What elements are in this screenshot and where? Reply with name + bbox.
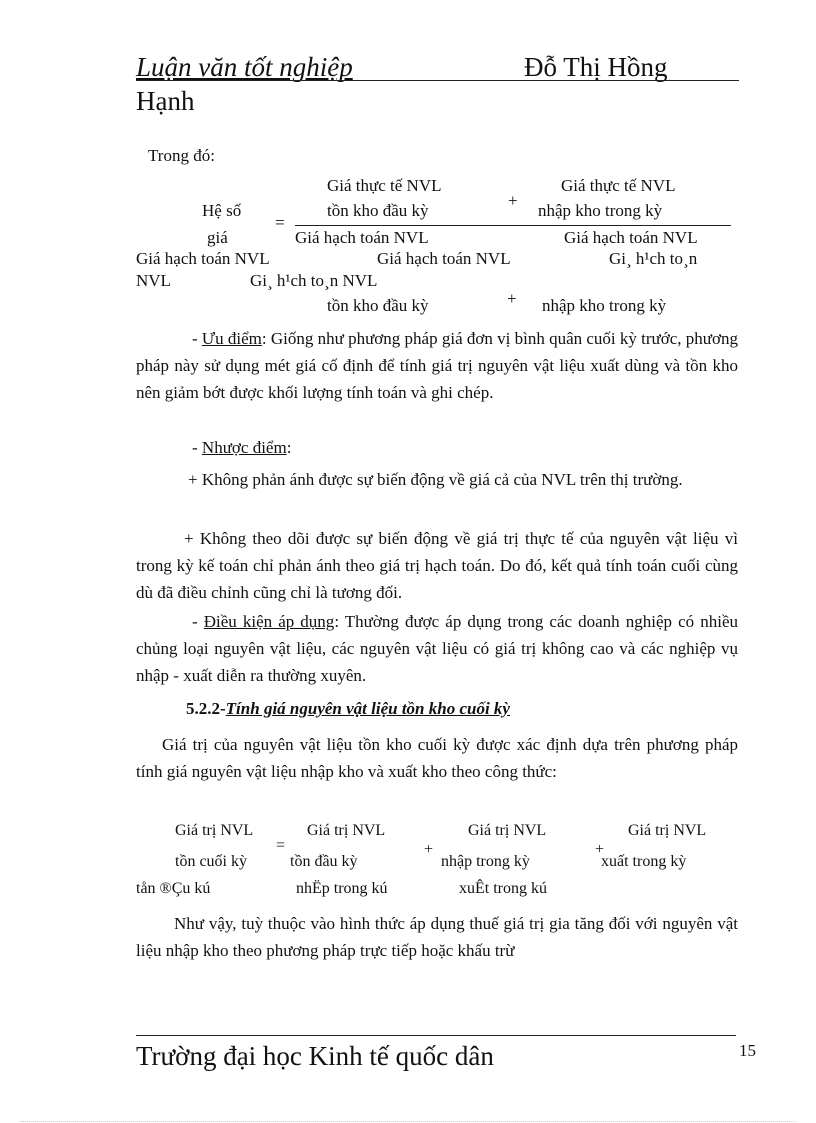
- page-number: 15: [739, 1041, 756, 1060]
- formula2-term-3-bottom: nhập trong kỳ: [441, 853, 530, 870]
- numerator-a-line2: tồn kho đầu kỳ: [327, 201, 429, 220]
- plus-sign: +: [508, 191, 518, 210]
- author-name-continued: Hạnh: [136, 86, 195, 116]
- disadvantages-heading: - Nhược điểm:: [192, 438, 292, 457]
- section-title: Tính giá nguyên vật liệu tồn kho cuối kỳ: [225, 699, 510, 718]
- formula2-term-2-bottom: tồn đầu kỳ: [290, 853, 358, 870]
- closing-paragraph: Như vậy, tuỳ thuộc vào hình thức áp dụng thuế giá trị gia tăng đối với nguyên vật liệu nhập kho theo phương pháp trực tiếp hoặc khấu trừ: [136, 914, 738, 960]
- conditions-text: : Thường được áp dụng trong các doanh nghiệp có nhiều chủng loại nguyên vật liệu, các nguyên vật liệu có giá trị không cao và các nghiệp vụ nhập - xuất diễn ra thường xuyên.: [136, 612, 738, 685]
- formula2-term-1-bottom: tồn cuối kỳ: [175, 853, 247, 870]
- numerator-a-line1: Giá thực tế NVL: [327, 176, 442, 195]
- author-name: Đỗ Thị Hồng: [524, 52, 668, 82]
- formula2-residue-2: nhËp trong kú: [296, 880, 388, 897]
- fraction-bar: [295, 225, 731, 226]
- formula2-term-2-top: Giá trị NVL: [307, 822, 386, 839]
- denominator-b: Giá hạch toán NVL: [564, 228, 698, 247]
- formula2-term-3-top: Giá trị NVL: [468, 822, 547, 839]
- disadvantage-point-2: + Không theo dõi được sự biến động về giá trị thực tế của nguyên vật liệu vì trong kỳ kế toán chỉ phản ánh theo giá trị hạch toán. Do đó, kết quả tính toán cuối cùng dù đã điều chỉnh cũng chỉ là tương đối.: [136, 529, 738, 602]
- disadvantage-point-1: + Không phản ánh được sự biến động về giá cả của NVL trên thị trường.: [188, 470, 683, 489]
- coefficient-label: Hệ số: [202, 201, 242, 220]
- formula-residue-3: Gi¸ h¹ch to¸n: [609, 249, 698, 268]
- formula2-term-4-bottom: xuất trong kỳ: [601, 853, 687, 870]
- disadvantages-label: Nhược điểm: [201, 438, 287, 457]
- coefficient-label-2: giá: [207, 228, 228, 247]
- formula2-term-4-top: Giá trị NVL: [628, 822, 707, 839]
- section-heading: [186, 699, 510, 719]
- formula-intro: Trong đó:: [148, 146, 215, 165]
- formula-residue-5: Gi¸ h¹ch to¸n NVL: [250, 271, 378, 290]
- formula2-plus-1: +: [424, 841, 434, 858]
- conditions-paragraph: - Điều kiện áp dụng: Thường được áp dụng trong các doanh nghiệp có nhiều chủng loại nguyên vật liệu, các nguyên vật liệu có giá trị không cao và các nghiệp vụ nhập - xuất diễn ra thường xuyên.: [136, 612, 738, 685]
- footer-university: Trường đại học Kinh tế quốc dân: [136, 1041, 494, 1071]
- formula2-residue-3: xuÊt trong kú: [459, 880, 547, 897]
- formula2-equals: =: [276, 837, 286, 854]
- numerator-b-line1: Giá thực tế NVL: [561, 176, 676, 195]
- formula-residue-1: Giá hạch toán NVL: [136, 249, 270, 268]
- formula-residue-2: Giá hạch toán NVL: [377, 249, 511, 268]
- formula2-plus-2: +: [595, 841, 605, 858]
- formula2-residue-1: tån ®Çu kú: [136, 880, 211, 897]
- advantages-paragraph: - Ưu điểm: Giống như phương pháp giá đơn vị bình quân cuối kỳ trước, phương pháp này sử dụng mét giá cố định để tính giá trị nguyên vật liệu xuất dùng và tồn kho nên giảm bớt được khối lượng tính toán và ghi chép.: [136, 329, 738, 402]
- denominator-a: Giá hạch toán NVL: [295, 228, 429, 247]
- advantages-text: : Giống như phương pháp giá đơn vị bình quân cuối kỳ trước, phương pháp này sử dụng mét giá cố định để tính giá trị nguyên vật liệu xuất dùng và tồn kho nên giảm bớt được khối lượng tính toán và ghi chép.: [136, 329, 738, 402]
- footer-rule: [136, 1035, 736, 1036]
- formula-residue-4: NVL: [136, 271, 171, 290]
- equals-sign: =: [275, 213, 285, 232]
- advantages-label: Ưu điểm: [201, 329, 262, 348]
- section-number: 5.2.2-: [186, 699, 226, 718]
- page-edge-divider: [20, 1121, 796, 1122]
- formula-bottom-plus: +: [507, 289, 517, 308]
- conditions-label: Điều kiện áp dụng: [203, 612, 335, 631]
- numerator-b-line2: nhập kho trong kỳ: [538, 201, 663, 220]
- intro-paragraph: Giá trị của nguyên vật liệu tồn kho cuối kỳ được xác định dựa trên phương pháp tính giá nguyên vật liệu nhập kho và xuất kho theo công thức:: [136, 735, 738, 781]
- header-rule: [136, 80, 739, 81]
- formula-bottom-a: tồn kho đầu kỳ: [327, 296, 429, 315]
- formula-bottom-b: nhập kho trong kỳ: [542, 296, 667, 315]
- document-title: Luận văn tốt nghiệp: [136, 52, 353, 82]
- formula2-term-1-top: Giá trị NVL: [175, 822, 254, 839]
- disadvantages-colon: :: [286, 438, 292, 457]
